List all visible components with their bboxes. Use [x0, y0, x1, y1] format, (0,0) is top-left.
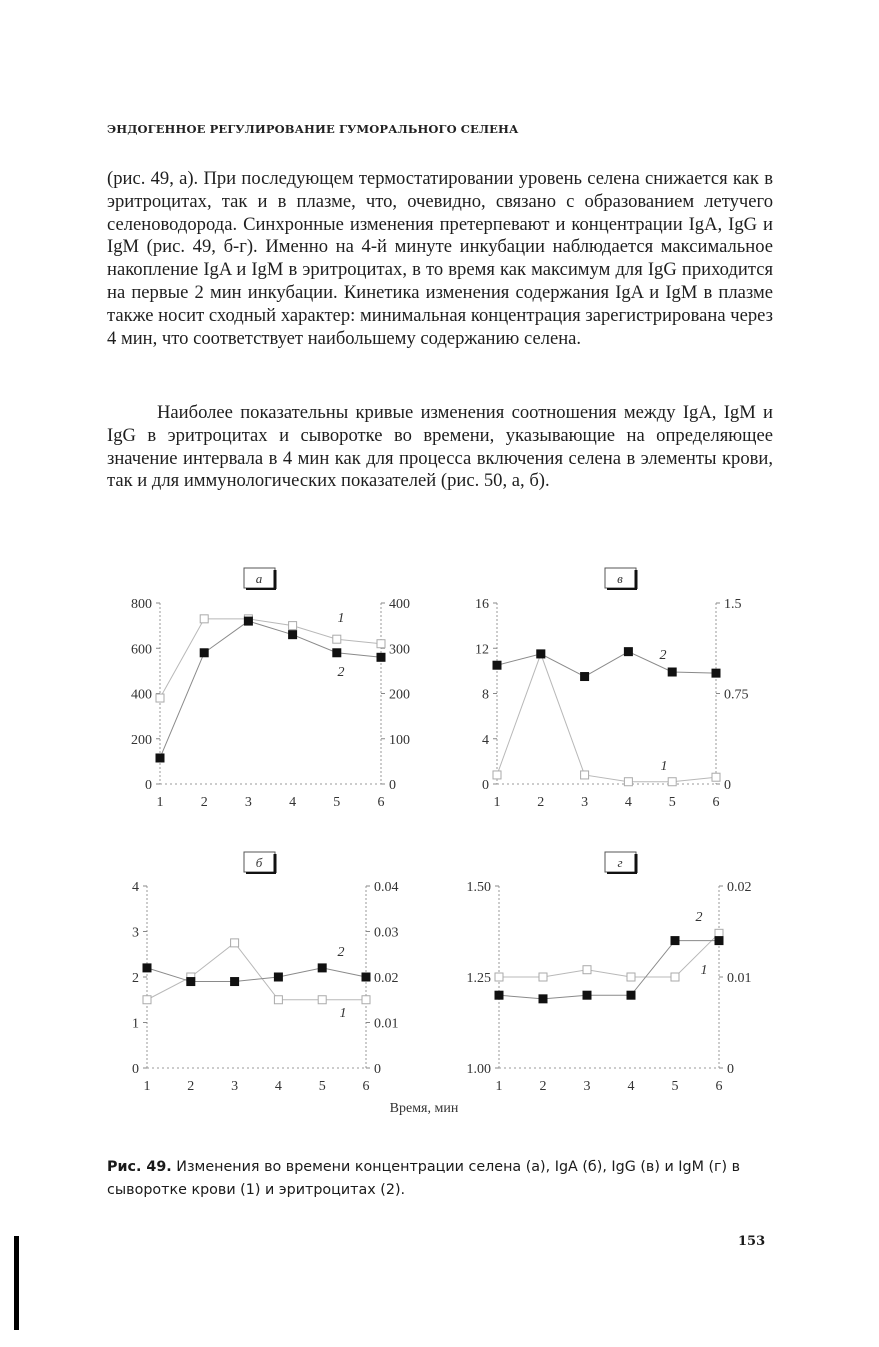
x-tick-label: 3: [231, 1079, 239, 1094]
caption-text: Изменения во времени концентрации селена (а), IgA (б), IgG (в) и IgM (г) в сыворотке крови (1) и эритроцитах (2).: [107, 1159, 741, 1198]
left-tick-label: 1: [132, 1016, 139, 1032]
data-point-series-2: [289, 631, 297, 639]
data-point-series-1: [274, 996, 282, 1004]
left-tick-label: 600: [131, 642, 152, 658]
chart-panel-1: [156, 568, 385, 784]
data-point-series-1: [583, 966, 591, 974]
data-point-series-1: [200, 615, 208, 623]
x-tick-label: 5: [318, 1079, 326, 1094]
body-paragraph-2: Наиболее показательны кривые изменения соотношения между IgA, IgM и IgG в эритроцитах и сыворотке во времени, указывающие на определяющее значение интервала в 4 мин как для процесса включения селена в элементы крови, так и для иммунологических показателей (рис. 50, а, б).: [107, 402, 773, 492]
x-tick-label: 1: [143, 1079, 151, 1094]
data-point-series-2: [187, 978, 195, 986]
data-point-series-2: [231, 978, 239, 986]
left-tick-label: 16: [475, 597, 489, 612]
data-point-series-2: [200, 649, 208, 657]
data-point-series-2: [671, 937, 679, 945]
x-tick-label: 2: [539, 1079, 547, 1094]
series-label-1: 1: [339, 1006, 347, 1021]
series-line-2: [160, 621, 381, 758]
left-tick-label: 200: [131, 732, 152, 748]
data-point-series-2: [627, 991, 635, 999]
right-tick-label: 100: [389, 732, 410, 748]
right-tick-label: 0: [389, 778, 396, 793]
left-tick-label: 8: [482, 687, 489, 703]
right-tick-label: 0.02: [727, 880, 752, 895]
page-number: 153: [738, 1234, 766, 1249]
right-tick-label: 0: [374, 1062, 381, 1077]
data-point-series-2: [493, 661, 501, 669]
body-paragraph-1: (рис. 49, а). При последующем термостатировании уровень селена снижается как в эритроцитах, так и в плазме, что, очевидно, связано с образованием летучего селеноводорода. Синхронные изменения претерпевают и концентрации IgA, IgG и IgM (рис. 49, б-г). Именно на 4-й минуте инкубации наблюдается максимальное накопление IgA и IgM в эритроцитах, в то время как максимум для IgG приходится на первые 2 мин инкубации. Кинетика изменения содержания IgA и IgM в плазме также носит сходный характер: минимальная концентрация зарегистрирована через 4 мин, что соответствует наибольшему содержанию селена.: [107, 168, 773, 349]
data-point-series-2: [668, 668, 676, 676]
series-label-1: 1: [337, 611, 345, 626]
data-point-series-2: [537, 650, 545, 658]
right-tick-label: 0: [727, 1062, 734, 1077]
x-tick-label: 3: [581, 795, 589, 810]
data-point-series-2: [624, 648, 632, 656]
data-point-series-1: [143, 996, 151, 1004]
series-line-2: [497, 652, 716, 677]
series-line-2: [499, 941, 719, 999]
chart-panel-3: [143, 852, 370, 1068]
left-tick-label: 4: [132, 880, 139, 895]
data-point-series-1: [627, 973, 635, 981]
right-tick-label: 400: [389, 597, 410, 612]
x-tick-label: 4: [627, 1079, 635, 1094]
data-point-series-2: [156, 754, 164, 762]
left-tick-label: 1.00: [466, 1062, 491, 1077]
x-tick-label: 2: [200, 795, 208, 810]
data-point-series-2: [583, 991, 591, 999]
data-point-series-1: [712, 773, 720, 781]
data-point-series-1: [231, 939, 239, 947]
left-tick-label: 1.50: [466, 880, 491, 895]
x-tick-label: 5: [333, 795, 341, 810]
data-point-series-2: [715, 937, 723, 945]
right-tick-label: 200: [389, 687, 410, 703]
series-line-2: [147, 968, 366, 982]
right-tick-label: 0.01: [727, 971, 752, 986]
left-tick-label: 2: [132, 971, 139, 986]
x-tick-label: 5: [671, 1079, 679, 1094]
data-point-series-2: [143, 964, 151, 972]
series-label-2: 2: [337, 665, 345, 680]
data-point-series-2: [318, 964, 326, 972]
left-tick-label: 1.25: [466, 971, 491, 986]
right-tick-label: 300: [389, 642, 410, 658]
left-tick-label: 12: [475, 642, 489, 658]
data-point-series-2: [581, 673, 589, 681]
data-point-series-2: [495, 991, 503, 999]
x-tick-label: 6: [712, 795, 720, 810]
x-tick-label: 1: [493, 795, 501, 810]
chart-panel-4: [495, 852, 723, 1068]
left-tick-label: 400: [131, 687, 152, 703]
x-tick-label: 2: [537, 795, 545, 810]
x-tick-label: 3: [583, 1079, 591, 1094]
data-point-series-1: [156, 694, 164, 702]
scan-edge-mark: [14, 1236, 19, 1330]
x-tick-label: 2: [187, 1079, 195, 1094]
data-point-series-1: [624, 778, 632, 786]
data-point-series-1: [493, 771, 501, 779]
series-line-1: [497, 654, 716, 782]
data-point-series-1: [318, 996, 326, 1004]
x-tick-label: 3: [244, 795, 252, 810]
left-tick-label: 0: [145, 778, 152, 793]
series-label-2: 2: [659, 648, 667, 663]
x-tick-label: 4: [289, 795, 297, 810]
x-tick-label: 6: [377, 795, 385, 810]
data-point-series-2: [333, 649, 341, 657]
figure-caption: [107, 1156, 773, 1202]
x-tick-label: 4: [624, 795, 632, 810]
data-point-series-1: [289, 622, 297, 630]
panel-label: г: [617, 855, 623, 870]
data-point-series-1: [333, 635, 341, 643]
data-point-series-1: [495, 973, 503, 981]
right-tick-label: 0.01: [374, 1016, 399, 1032]
data-point-series-2: [712, 669, 720, 677]
panel-label: а: [255, 571, 263, 586]
left-tick-label: 800: [131, 597, 152, 612]
left-tick-label: 0: [132, 1062, 139, 1077]
shared-x-axis-label: Время, мин: [389, 1101, 459, 1116]
series-label-2: 2: [695, 910, 703, 925]
x-tick-label: 5: [668, 795, 676, 810]
running-header: ЭНДОГЕННОЕ РЕГУЛИРОВАНИЕ ГУМОРАЛЬНОГО СЕЛЕНА: [107, 122, 519, 136]
left-tick-label: 4: [482, 732, 489, 748]
data-point-series-2: [244, 617, 252, 625]
series-line-1: [499, 933, 719, 977]
x-tick-label: 6: [362, 1079, 370, 1094]
right-tick-label: 0.02: [374, 971, 399, 986]
panel-label: в: [617, 571, 623, 586]
x-tick-label: 4: [274, 1079, 282, 1094]
x-tick-label: 6: [715, 1079, 723, 1094]
chart-panel-2: [493, 568, 720, 786]
series-line-1: [147, 943, 366, 1000]
right-tick-label: 0: [724, 778, 731, 793]
data-point-series-1: [377, 640, 385, 648]
data-point-series-1: [671, 973, 679, 981]
data-point-series-1: [581, 771, 589, 779]
series-label-1: 1: [660, 759, 668, 774]
series-label-1: 1: [700, 963, 708, 978]
data-point-series-1: [539, 973, 547, 981]
left-tick-label: 3: [132, 925, 139, 941]
right-tick-label: 0.03: [374, 925, 399, 941]
data-point-series-2: [539, 995, 547, 1003]
left-tick-label: 0: [482, 778, 489, 793]
data-point-series-2: [274, 973, 282, 981]
series-label-2: 2: [337, 945, 345, 960]
series-line-1: [160, 619, 381, 698]
data-point-series-1: [668, 778, 676, 786]
right-tick-label: 0.75: [724, 687, 749, 703]
data-point-series-1: [362, 996, 370, 1004]
right-tick-label: 1.5: [724, 597, 742, 612]
right-tick-label: 0.04: [374, 880, 399, 895]
x-tick-label: 1: [156, 795, 164, 810]
x-tick-label: 1: [495, 1079, 503, 1094]
panel-label: б: [255, 855, 263, 870]
caption-label: Рис. 49.: [107, 1159, 172, 1175]
data-point-series-2: [377, 653, 385, 661]
data-point-series-2: [362, 973, 370, 981]
